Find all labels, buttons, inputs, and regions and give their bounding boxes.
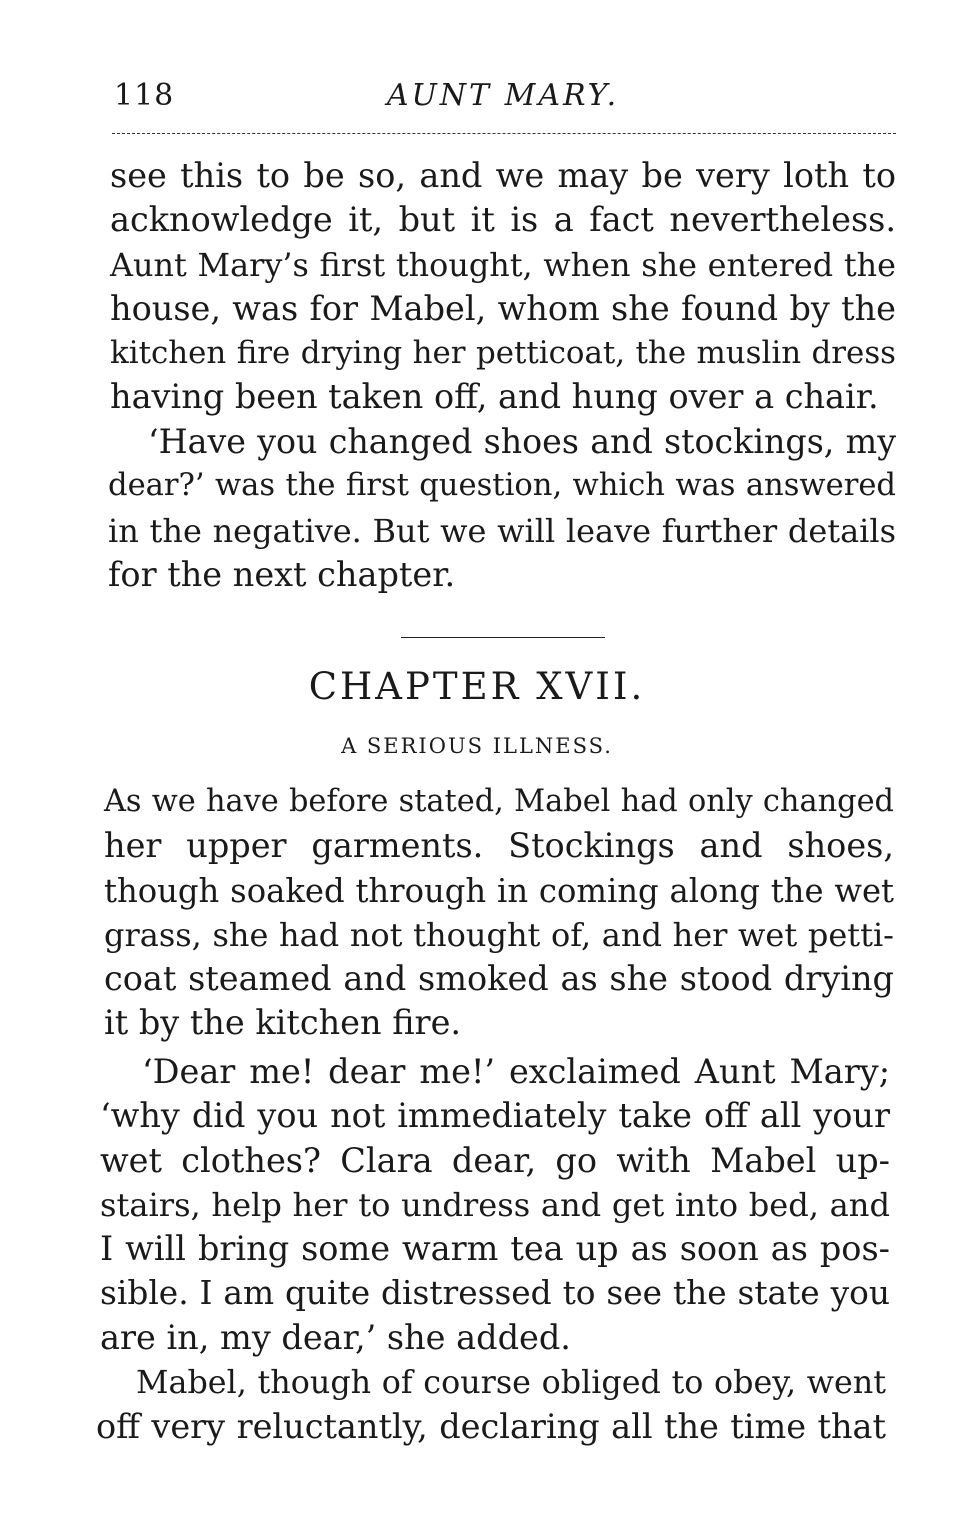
- section-divider: [401, 637, 605, 638]
- page-number: 118: [114, 78, 175, 113]
- text-line: acknowledge it, but it is a fact nevertheless.: [110, 200, 896, 240]
- running-title: AUNT MARY.: [386, 78, 620, 113]
- text-line: in the negative. But we will leave further details: [108, 511, 896, 550]
- chapter-subtitle: A SERIOUS ILLNESS.: [341, 734, 613, 758]
- text-line: sible. I am quite distressed to see the state you: [100, 1274, 890, 1313]
- text-line: having been taken off, and hung over a chair.: [110, 377, 879, 417]
- text-line: off very reluctantly, declaring all the time that: [96, 1407, 886, 1447]
- text-line: are in, my dear,’ she added.: [100, 1317, 571, 1357]
- text-line: for the next chapter.: [108, 554, 456, 594]
- paragraph-opening: [104, 780, 894, 1046]
- text-line: ‘Have you changed shoes and stockings, my: [148, 422, 896, 461]
- text-line: though soaked through in coming along the wet: [104, 871, 894, 910]
- text-line: stairs, help her to undress and get into bed, and: [100, 1185, 890, 1224]
- text-line: her upper garments. Stockings and shoes,: [104, 826, 894, 866]
- text-line: it by the kitchen fire.: [104, 1003, 462, 1043]
- text-line: see this to be so, and we may be very loth to: [110, 156, 896, 195]
- text-line: ‘Dear me! dear me!’ exclaimed Aunt Mary;: [142, 1052, 890, 1091]
- paragraph-question: [108, 420, 896, 597]
- paragraph-closing: [96, 1361, 886, 1450]
- header-rule: [112, 133, 896, 134]
- text-line: grass, she had not thought of, and her wet petti-: [104, 915, 894, 954]
- text-line: Aunt Mary’s first thought, when she entered the: [110, 245, 896, 284]
- text-line: dear?’ was the first question, which was answered: [108, 468, 896, 504]
- paragraph-continued: [110, 154, 896, 420]
- text-line: As we have before stated, Mabel had only changed: [104, 784, 894, 819]
- chapter-title: CHAPTER XVII.: [308, 665, 646, 708]
- text-line: Mabel, though of course obliged to obey, went: [136, 1365, 886, 1401]
- paragraph-dialogue: [100, 1050, 890, 1360]
- text-line: coat steamed and smoked as she stood drying: [104, 959, 894, 999]
- text-line: ‘why did you not immediately take off all your: [100, 1096, 890, 1136]
- running-head: [110, 78, 896, 122]
- text-line: house, was for Mabel, whom she found by the: [110, 288, 896, 328]
- text-line: wet clothes? Clara dear, go with Mabel up-: [100, 1140, 890, 1180]
- text-line: kitchen fire drying her petticoat, the muslin dress: [110, 335, 896, 372]
- text-line: I will bring some warm tea up as soon as pos-: [100, 1229, 890, 1269]
